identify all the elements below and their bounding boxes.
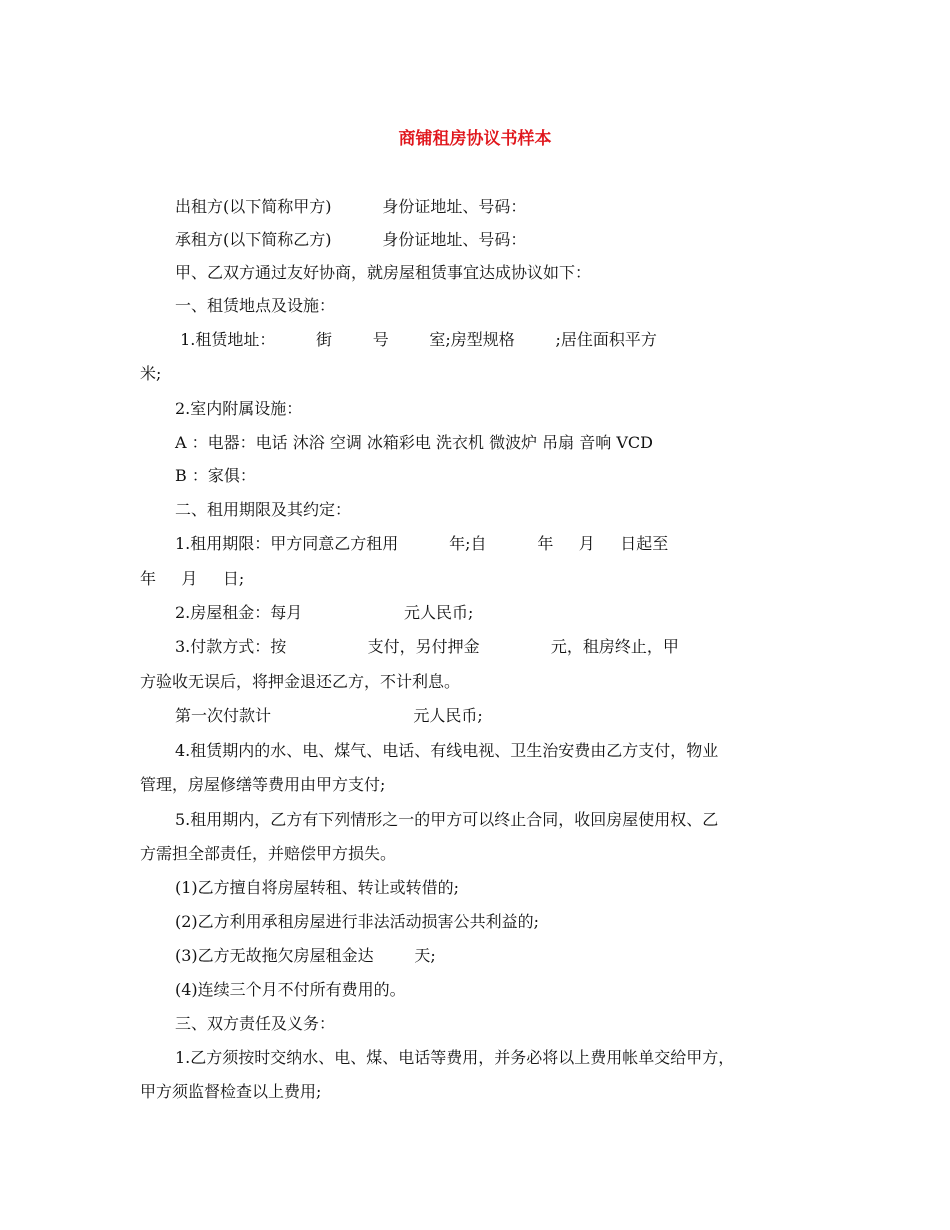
doc-line: 1.租赁地址： 街 号 室;房型规格 ;居住面积平方 <box>175 330 657 349</box>
doc-line: 年 月 日; <box>140 569 245 588</box>
doc-line: 2.室内附属设施： <box>175 399 303 418</box>
doc-line: A ：电器：电话 沐浴 空调 冰箱彩电 洗衣机 微波炉 吊扇 音响 VCD <box>175 433 653 452</box>
doc-line: B ：家俱： <box>175 466 256 485</box>
doc-line: 管理，房屋修缮等费用由甲方支付; <box>140 775 386 794</box>
doc-line: 1.乙方须按时交纳水、电、煤、电话等费用，并务必将以上费用帐单交给甲方， <box>175 1048 735 1067</box>
doc-line: (2)乙方利用承租房屋进行非法活动损害公共利益的; <box>175 912 540 931</box>
doc-line: 3.付款方式：按 支付，另付押金 元，租房终止，甲 <box>175 637 679 656</box>
doc-line: 4.租赁期内的水、电、煤气、电话、有线电视、卫生治安费由乙方支付，物业 <box>175 741 719 760</box>
doc-line: 5.租用期内，乙方有下列情形之一的甲方可以终止合同，收回房屋使用权、乙 <box>175 810 719 829</box>
doc-line: 方需担全部责任，并赔偿甲方损失。 <box>140 844 397 863</box>
doc-line: 二、租用期限及其约定： <box>175 500 352 519</box>
doc-line: 米; <box>140 364 162 383</box>
doc-line: 甲、乙双方通过友好协商，就房屋租赁事宜达成协议如下： <box>175 263 592 282</box>
doc-line: (1)乙方擅自将房屋转租、转让或转借的; <box>175 878 460 897</box>
doc-line: 一、租赁地点及设施： <box>175 296 336 315</box>
doc-line: 第一次付款计 元人民币; <box>175 706 483 725</box>
doc-line: (3)乙方无故拖欠房屋租金达 天; <box>175 946 436 965</box>
doc-line: 2.房屋租金：每月 元人民币; <box>175 603 474 622</box>
doc-line: 1.租用期限：甲方同意乙方租用 年;自 年 月 日起至 <box>175 534 669 553</box>
document-title: 商铺租房协议书样本 <box>398 129 552 149</box>
doc-line: 承租方(以下简称乙方) 身份证地址、号码： <box>175 230 527 249</box>
doc-line: 三、双方责任及义务： <box>175 1014 336 1033</box>
doc-line: 出租方(以下简称甲方) 身份证地址、号码： <box>175 197 527 216</box>
doc-line: 甲方须监督检查以上费用; <box>140 1082 322 1101</box>
doc-line: (4)连续三个月不付所有费用的。 <box>175 980 406 999</box>
doc-line: 方验收无误后，将押金退还乙方，不计利息。 <box>140 672 461 691</box>
